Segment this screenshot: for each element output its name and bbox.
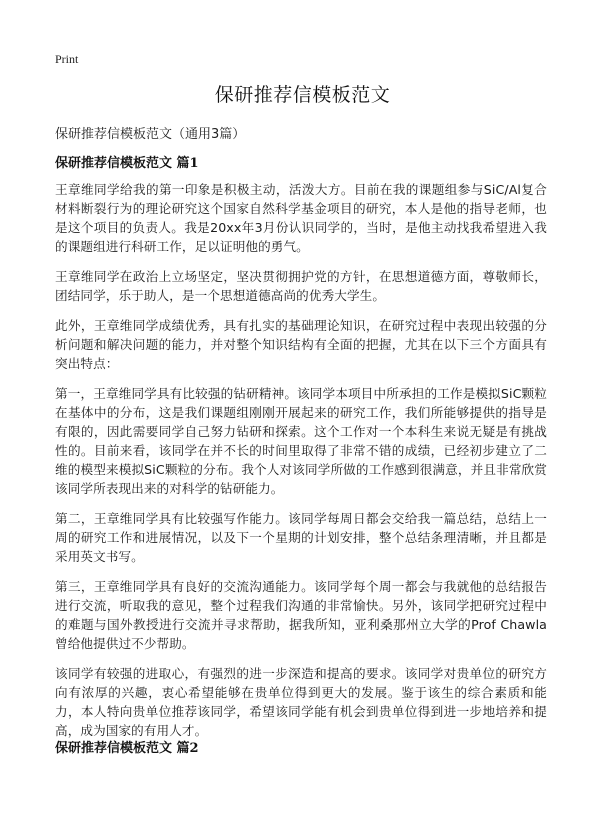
paragraph: 此外，王章维同学成绩优秀，具有扎实的基础理论知识，在研究过程中表现出较强的分析问题和解决问题的能力，并对整个知识结构有全面的把握，尤其在以下三个方面具有突出特点： bbox=[55, 318, 547, 371]
section-heading-1: 保研推荐信模板范文 篇1 bbox=[55, 156, 199, 171]
paragraph: 该同学有较强的进取心，有强烈的进一步深造和提高的要求。该同学对贵单位的研究方向有浓厚的兴趣，衷心希望能够在贵单位得到更大的发展。鉴于该生的综合素质和能力，本人特向贵单位推荐该同学，希望该同学能有机会到贵单位得到进一步地培养和提高，成为国家的有用人才。 bbox=[55, 666, 547, 738]
section-heading-2: 保研推荐信模板范文 篇2 bbox=[55, 741, 199, 756]
document-title: 保研推荐信模板范文 bbox=[214, 84, 391, 106]
document-subtitle: 保研推荐信模板范文（通用3篇） bbox=[55, 127, 246, 142]
paragraph: 王章维同学给我的第一印象是积极主动，活泼大方。目前在我的课题组参与SiC/Al复合材料断裂行为的理论研究这个国家自然科学基金项目的研究，本人是他的指导老师，也是这个项目的负责人。我是20xx年3月份认识同学的，当时，是他主动找我希望进入我的课题组进行科研工作，足以证明他的勇气。 bbox=[55, 182, 547, 254]
paragraph: 第二，王章维同学具有比较强写作能力。该同学每周日都会交给我一篇总结，总结上一周的研究工作和进展情况，以及下一个星期的计划安排，整个总结条理清晰，并且都是采用英文书写。 bbox=[55, 511, 547, 564]
section-1-body bbox=[55, 180, 547, 751]
paragraph: 第一，王章维同学具有比较强的钻研精神。该同学本项目中所承担的工作是模拟SiC颗粒在基体中的分布，这是我们课题组刚刚开展起来的研究工作，我们所能够提供的指导是有限的，因此需要同学自己努力钻研和探索。这个工作对一个本科生来说无疑是有挑战性的。目前来看，该同学在并不长的时间里取得了非常不错的成绩，已经初步建立了二维的模型来模拟SiC颗粒的分布。我个人对该同学所做的工作感到很满意，并且非常欣赏该同学所表现出来的对科学的钻研能力。 bbox=[55, 386, 547, 496]
paragraph: 王章维同学在政治上立场坚定，坚决贯彻拥护党的方针，在思想道德方面，尊敬师长，团结同学，乐于助人，是一个思想道德高尚的优秀大学生。 bbox=[55, 269, 547, 303]
paragraph: 第三，王章维同学具有良好的交流沟通能力。该同学每个周一都会与我就他的总结报告进行交流，听取我的意见，整个过程我们沟通的非常愉快。另外，该同学把研究过程中的难题与国外教授进行交流并寻求帮助，据我所知，亚利桑那州立大学的Prof Chawla曾给他提供过不少帮助。 bbox=[55, 579, 547, 651]
print-label: Print bbox=[55, 52, 79, 66]
